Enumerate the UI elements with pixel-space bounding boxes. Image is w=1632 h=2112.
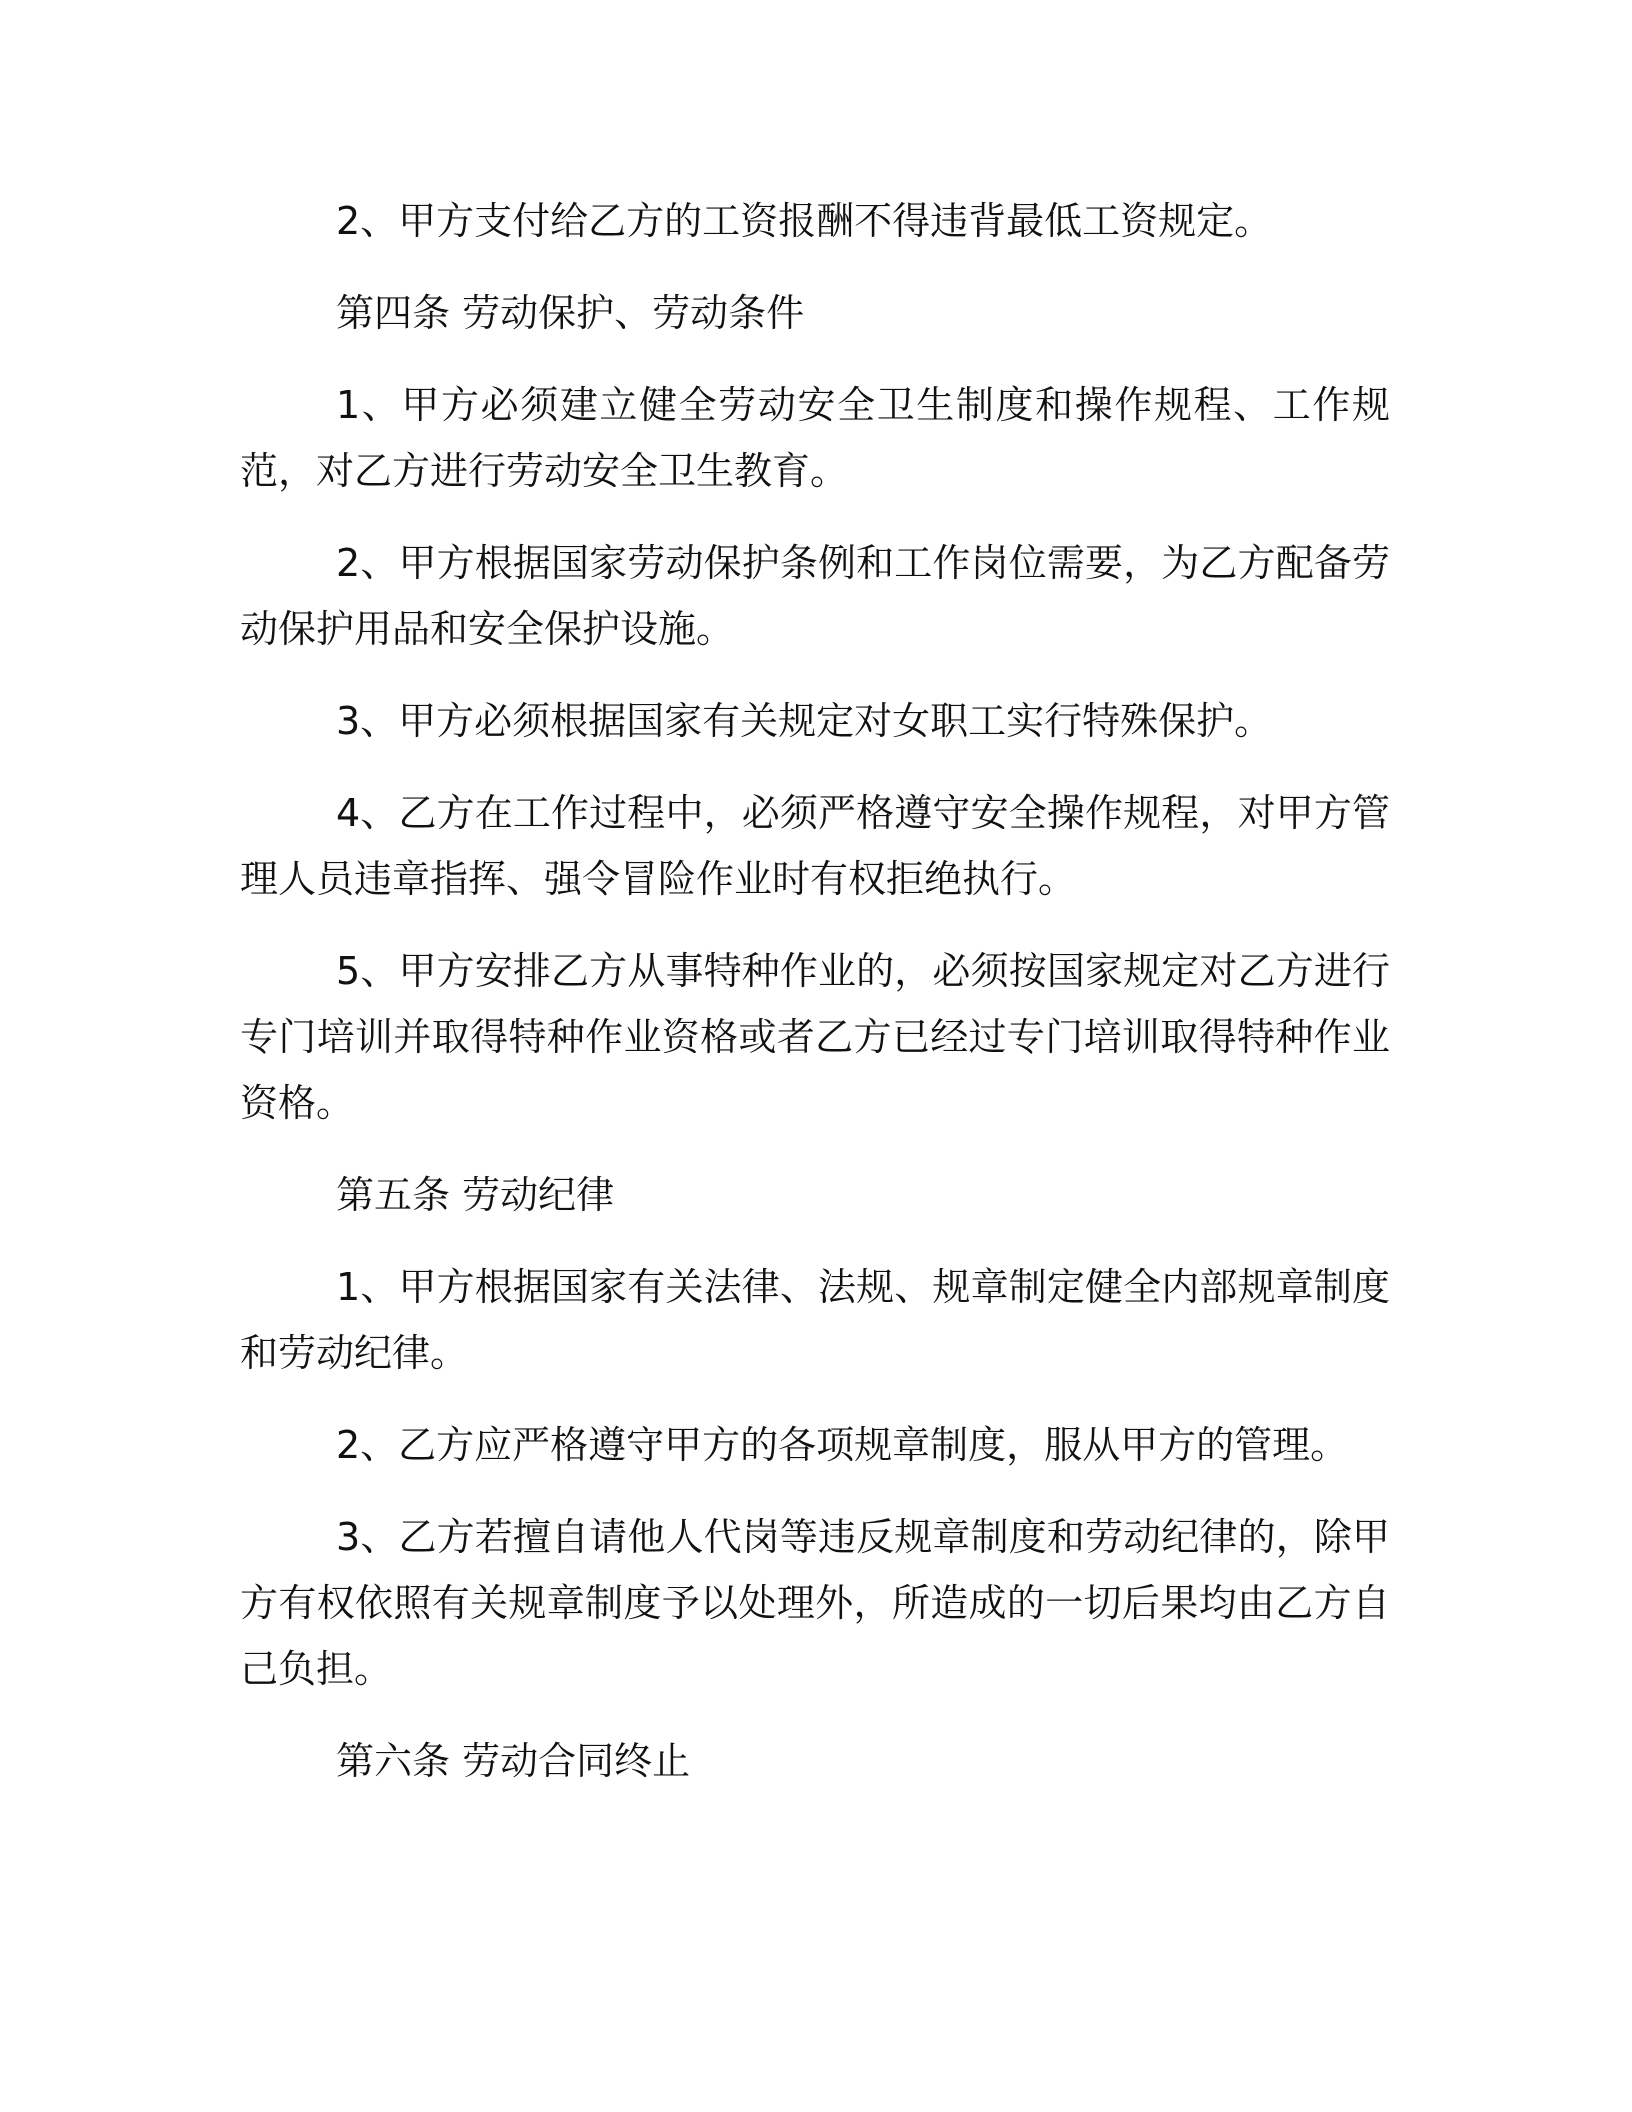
article-6-heading: 第六条 劳动合同终止 bbox=[336, 1739, 691, 1783]
protection-clause-1: 1、甲方必须建立健全劳动安全卫生制度和操作规程、工作规范，对乙方进行劳动安全卫生教育。 bbox=[240, 383, 1390, 493]
discipline-clause-2: 2、乙方应严格遵守甲方的各项规章制度，服从甲方的管理。 bbox=[336, 1423, 1349, 1467]
protection-clause-2: 2、甲方根据国家劳动保护条例和工作岗位需要，为乙方配备劳动保护用品和安全保护设施。 bbox=[240, 541, 1390, 651]
document-body bbox=[240, 188, 1390, 1820]
protection-clause-4: 4、乙方在工作过程中，必须严格遵守安全操作规程，对甲方管理人员违章指挥、强令冒险作业时有权拒绝执行。 bbox=[240, 791, 1390, 901]
article-4-heading: 第四条 劳动保护、劳动条件 bbox=[336, 291, 805, 335]
wage-clause-2: 2、甲方支付给乙方的工资报酬不得违背最低工资规定。 bbox=[336, 199, 1273, 243]
protection-clause-3: 3、甲方必须根据国家有关规定对女职工实行特殊保护。 bbox=[336, 699, 1273, 743]
discipline-clause-1: 1、甲方根据国家有关法律、法规、规章制定健全内部规章制度和劳动纪律。 bbox=[240, 1265, 1390, 1375]
article-5-heading: 第五条 劳动纪律 bbox=[336, 1173, 615, 1217]
protection-clause-5: 5、甲方安排乙方从事特种作业的，必须按国家规定对乙方进行专门培训并取得特种作业资格或者乙方已经过专门培训取得特种作业资格。 bbox=[240, 949, 1390, 1125]
discipline-clause-3: 3、乙方若擅自请他人代岗等违反规章制度和劳动纪律的，除甲方有权依照有关规章制度予以处理外，所造成的一切后果均由乙方自己负担。 bbox=[240, 1515, 1390, 1691]
